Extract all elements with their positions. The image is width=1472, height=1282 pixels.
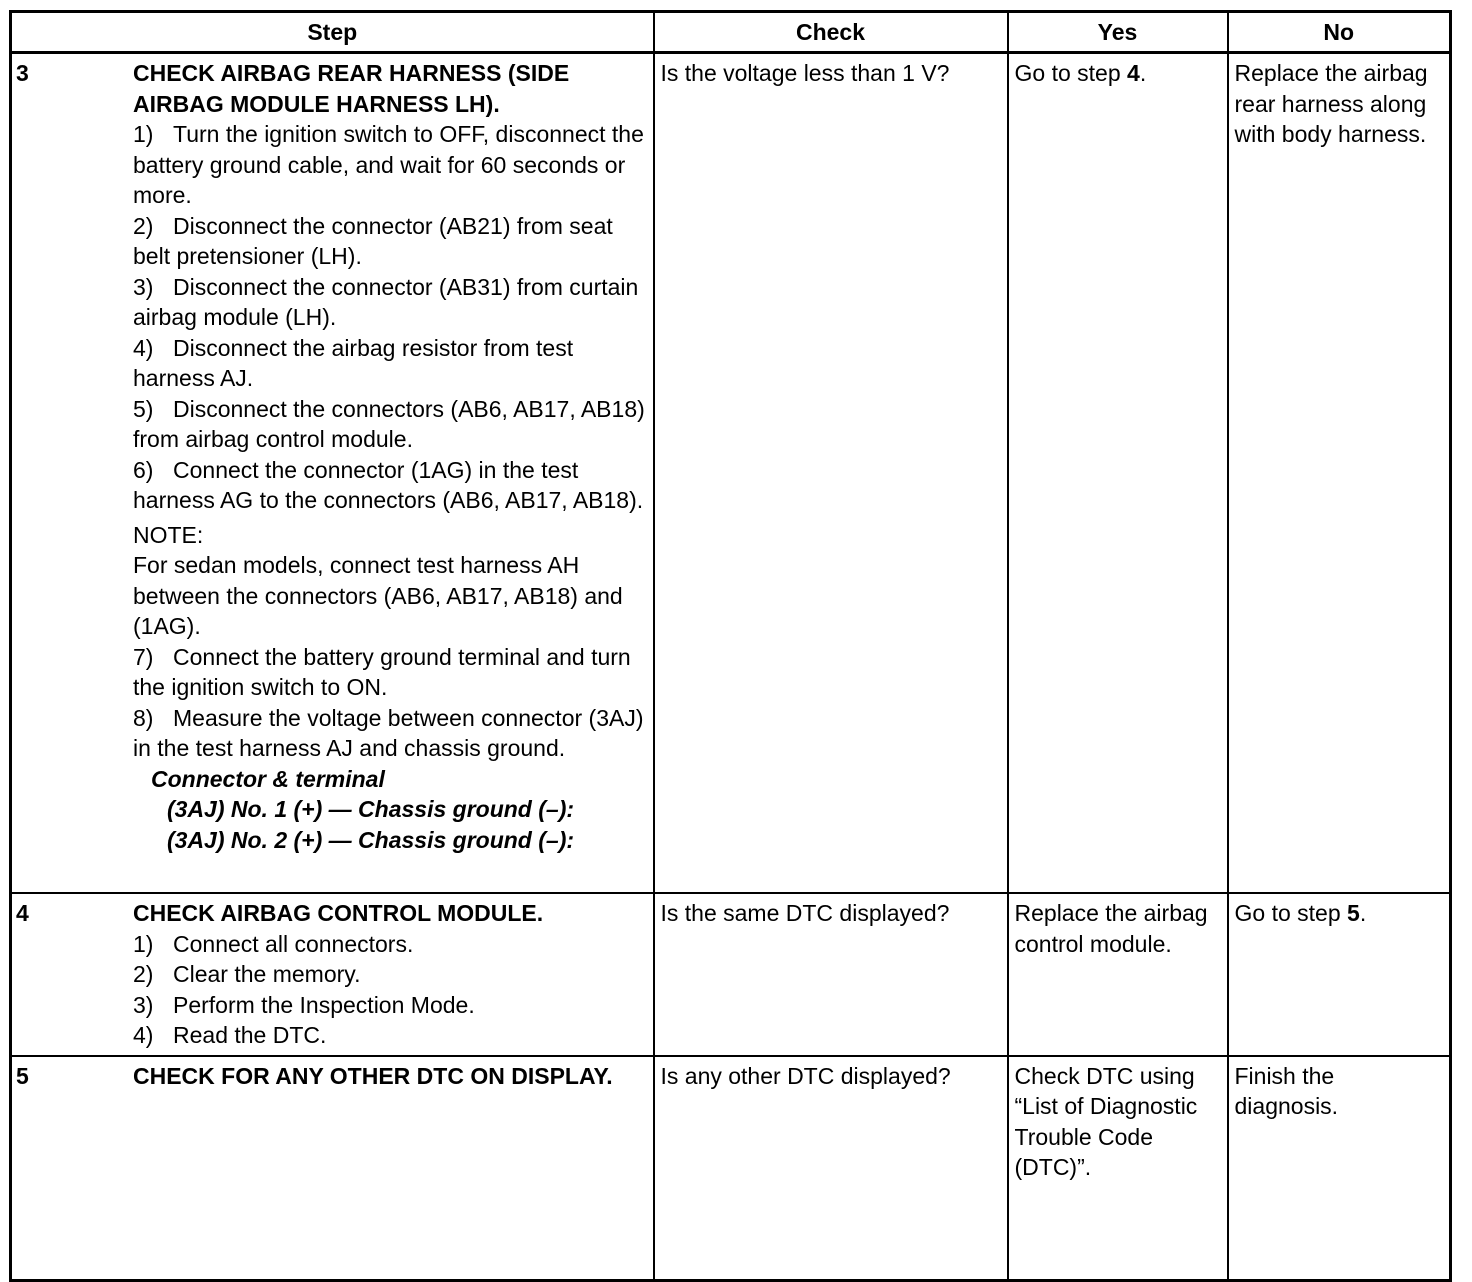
step-number: 4 [16, 900, 29, 926]
check-cell: Is the same DTC displayed? [654, 893, 1008, 1056]
header-no: No [1228, 12, 1451, 53]
instruction-text: Clear the memory. [173, 961, 361, 987]
connector-terminal-title: Connector & terminal [151, 765, 385, 792]
note-label: NOTE: [133, 521, 204, 548]
instruction-number: 4) [133, 1022, 154, 1048]
instruction-number: 1) [133, 930, 154, 957]
header-yes: Yes [1008, 12, 1228, 53]
instruction-number: 3) [133, 273, 154, 300]
yes-step-ref: 4 [1127, 60, 1140, 86]
yes-text: Check DTC using “List of Diagnostic Trouble Code (DTC)”. [1014, 1062, 1198, 1180]
instruction-text: Connect the battery ground terminal and turn the ignition switch to ON. [133, 643, 631, 700]
yes-text: Replace the airbag control module. [1014, 900, 1208, 957]
instruction-number: 7) [133, 643, 154, 670]
instruction-number: 2) [133, 961, 154, 987]
instruction-number: 3) [133, 991, 154, 1018]
table-row [11, 893, 1451, 1056]
yes-text: Go to step [1014, 60, 1128, 86]
instruction-number: 8) [133, 704, 154, 731]
yes-cell [1008, 893, 1228, 1056]
instruction-text: Disconnect the connectors (AB6, AB17, AB18) from airbag control module. [133, 395, 645, 452]
instruction-line [133, 959, 649, 990]
connector-terminal-item: (3AJ) No. 1 (+) — Chassis ground (–): [167, 796, 575, 822]
instruction-text: Disconnect the airbag resistor from test harness AJ. [133, 334, 574, 391]
instruction-text: Disconnect the connector (AB21) from seat belt pretensioner (LH). [133, 212, 613, 269]
step-cell [11, 53, 654, 894]
instruction-text: Measure the voltage between connector (3AJ) in the test harness AJ and chassis ground. [133, 704, 644, 761]
instruction-text: Connect the connector (1AG) in the test harness AG to the connectors (AB6, AB17, AB18). [133, 456, 644, 513]
connector-terminal-item: (3AJ) No. 2 (+) — Chassis ground (–): [167, 826, 575, 853]
no-cell [1228, 53, 1451, 894]
instruction-line [133, 990, 649, 1021]
instruction-line [133, 929, 649, 960]
step-body [133, 898, 649, 1051]
step-cell [11, 1056, 654, 1281]
instruction-line [133, 394, 649, 455]
header-step: Step [11, 12, 654, 53]
instruction-line [133, 333, 649, 394]
step-number: 5 [16, 1062, 29, 1089]
instruction-number: 4) [133, 334, 154, 361]
no-text: Finish the diagnosis. [1234, 1062, 1339, 1119]
step-number: 3 [16, 60, 29, 86]
header-check: Check [654, 12, 1008, 53]
no-step-ref: 5 [1347, 900, 1360, 926]
instruction-number: 5) [133, 395, 154, 422]
yes-suffix: . [1139, 60, 1147, 86]
instruction-number: 2) [133, 212, 154, 239]
no-text: Replace the airbag rear harness along with body harness. [1234, 60, 1428, 147]
instruction-number: 1) [133, 121, 154, 147]
check-cell: Is any other DTC displayed? [654, 1056, 1008, 1281]
instruction-text: Read the DTC. [173, 1022, 327, 1048]
no-suffix: . [1359, 900, 1367, 926]
instruction-line [133, 272, 649, 333]
table-row [11, 53, 1451, 894]
step-title: CHECK AIRBAG CONTROL MODULE. [133, 900, 544, 926]
table-row [11, 1056, 1451, 1281]
step-body [133, 1061, 649, 1092]
yes-cell [1008, 1056, 1228, 1281]
instruction-line [133, 703, 649, 764]
step-body [133, 58, 649, 855]
no-text: Go to step [1234, 900, 1348, 926]
instruction-text: Perform the Inspection Mode. [173, 991, 475, 1018]
instruction-number: 6) [133, 456, 154, 483]
instruction-line [133, 642, 649, 703]
check-cell: Is the voltage less than 1 V? [654, 53, 1008, 894]
step-cell [11, 893, 654, 1056]
step-title: CHECK AIRBAG REAR HARNESS (SIDE AIRBAG MODULE HARNESS LH). [133, 60, 570, 117]
instruction-text: Disconnect the connector (AB31) from curtain airbag module (LH). [133, 273, 639, 330]
instruction-text: Turn the ignition switch to OFF, disconnect the battery ground cable, and wait for 60 seconds or more. [133, 121, 644, 208]
table-header-row [11, 12, 1451, 53]
yes-cell [1008, 53, 1228, 894]
no-cell [1228, 893, 1451, 1056]
step-title: CHECK FOR ANY OTHER DTC ON DISPLAY. [133, 1062, 613, 1089]
instruction-line [133, 119, 649, 211]
no-cell [1228, 1056, 1451, 1281]
instruction-line [133, 1020, 649, 1051]
instruction-line [133, 211, 649, 272]
note-text: For sedan models, connect test harness AH between the connectors (AB6, AB17, AB18) and (1AG). [133, 552, 623, 639]
instruction-line [133, 455, 649, 516]
diagnostic-table [9, 10, 1452, 1282]
instruction-text: Connect all connectors. [173, 930, 414, 957]
